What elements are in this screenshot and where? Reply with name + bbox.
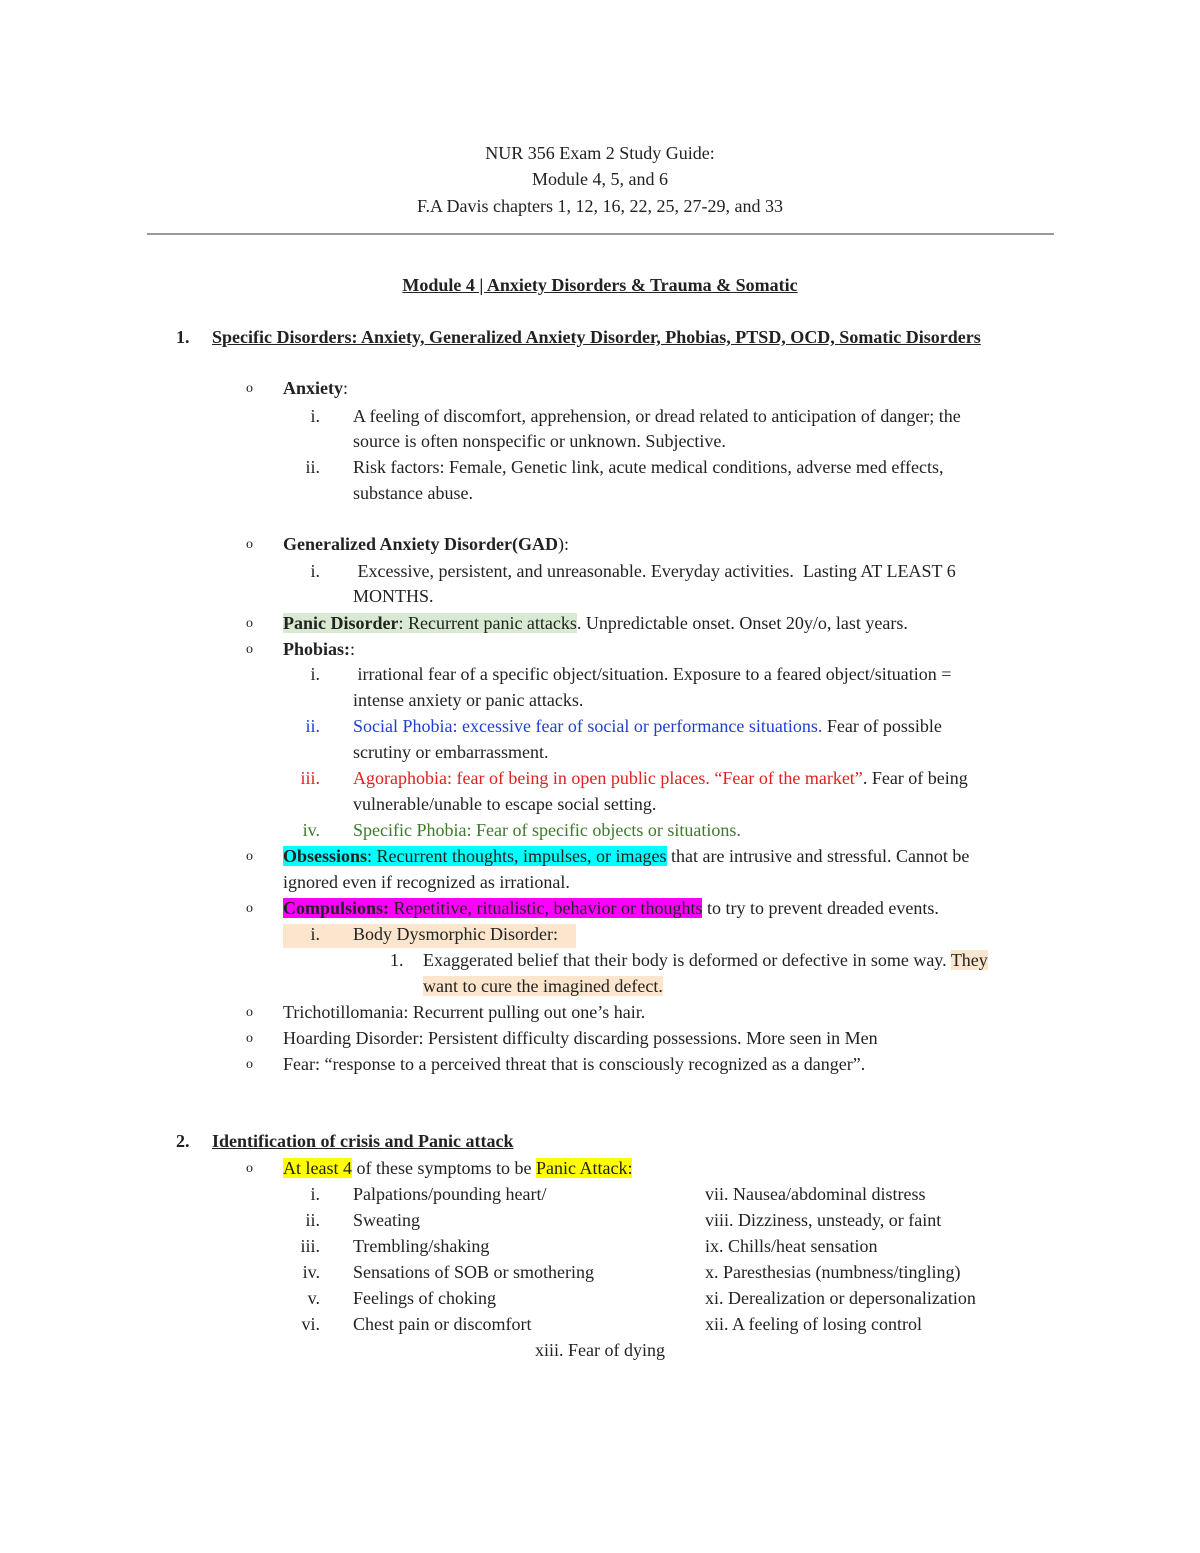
bullet: o xyxy=(246,616,253,631)
bullet: o xyxy=(246,1031,253,1046)
doc-chapters: F.A Davis chapters 1, 12, 16, 22, 25, 27-29, and 33 xyxy=(416,196,784,216)
gad-item: Generalized Anxiety Disorder(GAD): xyxy=(283,534,569,554)
divider xyxy=(147,233,1054,235)
symptom-item: Sensations of SOB or smothering xyxy=(353,1262,594,1282)
list-number: ii. xyxy=(305,716,320,736)
social-phobia-line2: scrutiny or embarrassment. xyxy=(353,742,549,762)
list-number: iv. xyxy=(302,1262,320,1282)
section1-number: 1. xyxy=(176,327,190,347)
symptom-item: Chest pain or discomfort xyxy=(353,1314,532,1334)
gad-def-line2: MONTHS. xyxy=(353,586,434,606)
symptom-item: Palpations/pounding heart/ xyxy=(353,1184,547,1204)
list-number: iii. xyxy=(300,1236,320,1256)
phobias-item: Phobias:: xyxy=(283,639,356,659)
anxiety-risk-line1: Risk factors: Female, Genetic link, acute medical conditions, adverse med effects, xyxy=(353,457,944,477)
phobia-def-line1: irrational fear of a specific object/situation. Exposure to a feared object/situation = xyxy=(353,664,952,684)
module-heading: Module 4 | Anxiety Disorders & Trauma & Somatic xyxy=(402,275,798,295)
bdd-label: Body Dysmorphic Disorder: xyxy=(353,924,558,944)
anxiety-item: Anxiety: xyxy=(283,378,349,398)
gad-def-line1: Excessive, persistent, and unreasonable. Everyday activities. Lasting AT LEAST 6 xyxy=(353,561,956,581)
bullet: o xyxy=(246,849,253,864)
bullet: o xyxy=(246,537,253,552)
list-number: ii. xyxy=(305,457,320,477)
bullet: o xyxy=(246,1161,253,1176)
list-number: iv. xyxy=(302,820,320,840)
symptom-item: xi. Derealization or depersonalization xyxy=(705,1288,976,1308)
bdd-def-line1: Exaggerated belief that their body is deformed or defective in some way. They xyxy=(423,950,988,970)
list-number: i. xyxy=(310,406,320,426)
fear-item: Fear: “response to a perceived threat that is consciously recognized as a danger”. xyxy=(283,1054,866,1074)
symptom-item: vii. Nausea/abdominal distress xyxy=(705,1184,926,1204)
panic-disorder-item: Panic Disorder: Recurrent panic attacks. Unpredictable onset. Onset 20y/o, last years. xyxy=(283,613,908,633)
list-number: i. xyxy=(310,1184,320,1204)
symptom-item-last: xiii. Fear of dying xyxy=(535,1340,665,1360)
anxiety-def-line2: source is often nonspecific or unknown. Subjective. xyxy=(353,431,726,451)
section2-number: 2. xyxy=(176,1131,190,1151)
symptom-item: x. Paresthesias (numbness/tingling) xyxy=(705,1262,961,1282)
list-number: v. xyxy=(307,1288,320,1308)
agoraphobia-line2: vulnerable/unable to escape social setting. xyxy=(353,794,657,814)
obsessions-line1: Obsessions: Recurrent thoughts, impulses, or images that are intrusive and stressful. Cannot be xyxy=(283,846,970,866)
bdd-def-line2: want to cure the imagined defect. xyxy=(423,976,663,996)
bullet: o xyxy=(246,901,253,916)
list-number: i. xyxy=(310,924,320,944)
specific-phobia-line: Specific Phobia: Fear of specific objects or situations. xyxy=(353,820,741,840)
social-phobia-line1: Social Phobia: excessive fear of social or performance situations. Fear of possible xyxy=(353,716,942,736)
symptom-item: viii. Dizziness, unsteady, or faint xyxy=(705,1210,942,1230)
symptom-item: ix. Chills/heat sensation xyxy=(705,1236,878,1256)
bullet: o xyxy=(246,1005,253,1020)
list-number: vi. xyxy=(301,1314,320,1334)
symptom-item: Trembling/shaking xyxy=(353,1236,490,1256)
hoarding-item: Hoarding Disorder: Persistent difficulty discarding possessions. More seen in Men xyxy=(283,1028,878,1048)
panic-attack-intro: At least 4 of these symptoms to be Panic Attack: xyxy=(283,1158,633,1178)
list-number: 1. xyxy=(390,950,404,970)
symptom-item: xii. A feeling of losing control xyxy=(705,1314,922,1334)
phobia-def-line2: intense anxiety or panic attacks. xyxy=(353,690,584,710)
symptom-item: Sweating xyxy=(353,1210,420,1230)
compulsions-line: Compulsions: Repetitive, ritualistic, behavior or thoughts to try to prevent dreaded events. xyxy=(283,898,939,918)
symptom-item: Feelings of choking xyxy=(353,1288,496,1308)
section1-heading: Specific Disorders: Anxiety, Generalized Anxiety Disorder, Phobias, PTSD, OCD, Somatic Disorders xyxy=(212,327,981,347)
doc-modules: Module 4, 5, and 6 xyxy=(532,169,668,189)
section2-heading: Identification of crisis and Panic attack xyxy=(212,1131,514,1151)
bullet: o xyxy=(246,381,253,396)
list-number: i. xyxy=(310,664,320,684)
bullet: o xyxy=(246,642,253,657)
anxiety-def-line1: A feeling of discomfort, apprehension, or dread related to anticipation of danger; the xyxy=(353,406,961,426)
doc-title: NUR 356 Exam 2 Study Guide: xyxy=(485,143,715,163)
bullet: o xyxy=(246,1057,253,1072)
agoraphobia-line1: Agoraphobia: fear of being in open public places. “Fear of the market”. Fear of being xyxy=(353,768,968,788)
anxiety-risk-line2: substance abuse. xyxy=(353,483,473,503)
trichotillomania-item: Trichotillomania: Recurrent pulling out one’s hair. xyxy=(283,1002,646,1022)
list-number: ii. xyxy=(305,1210,320,1230)
list-number: i. xyxy=(310,561,320,581)
obsessions-line2: ignored even if recognized as irrational. xyxy=(283,872,570,892)
list-number: iii. xyxy=(300,768,320,788)
